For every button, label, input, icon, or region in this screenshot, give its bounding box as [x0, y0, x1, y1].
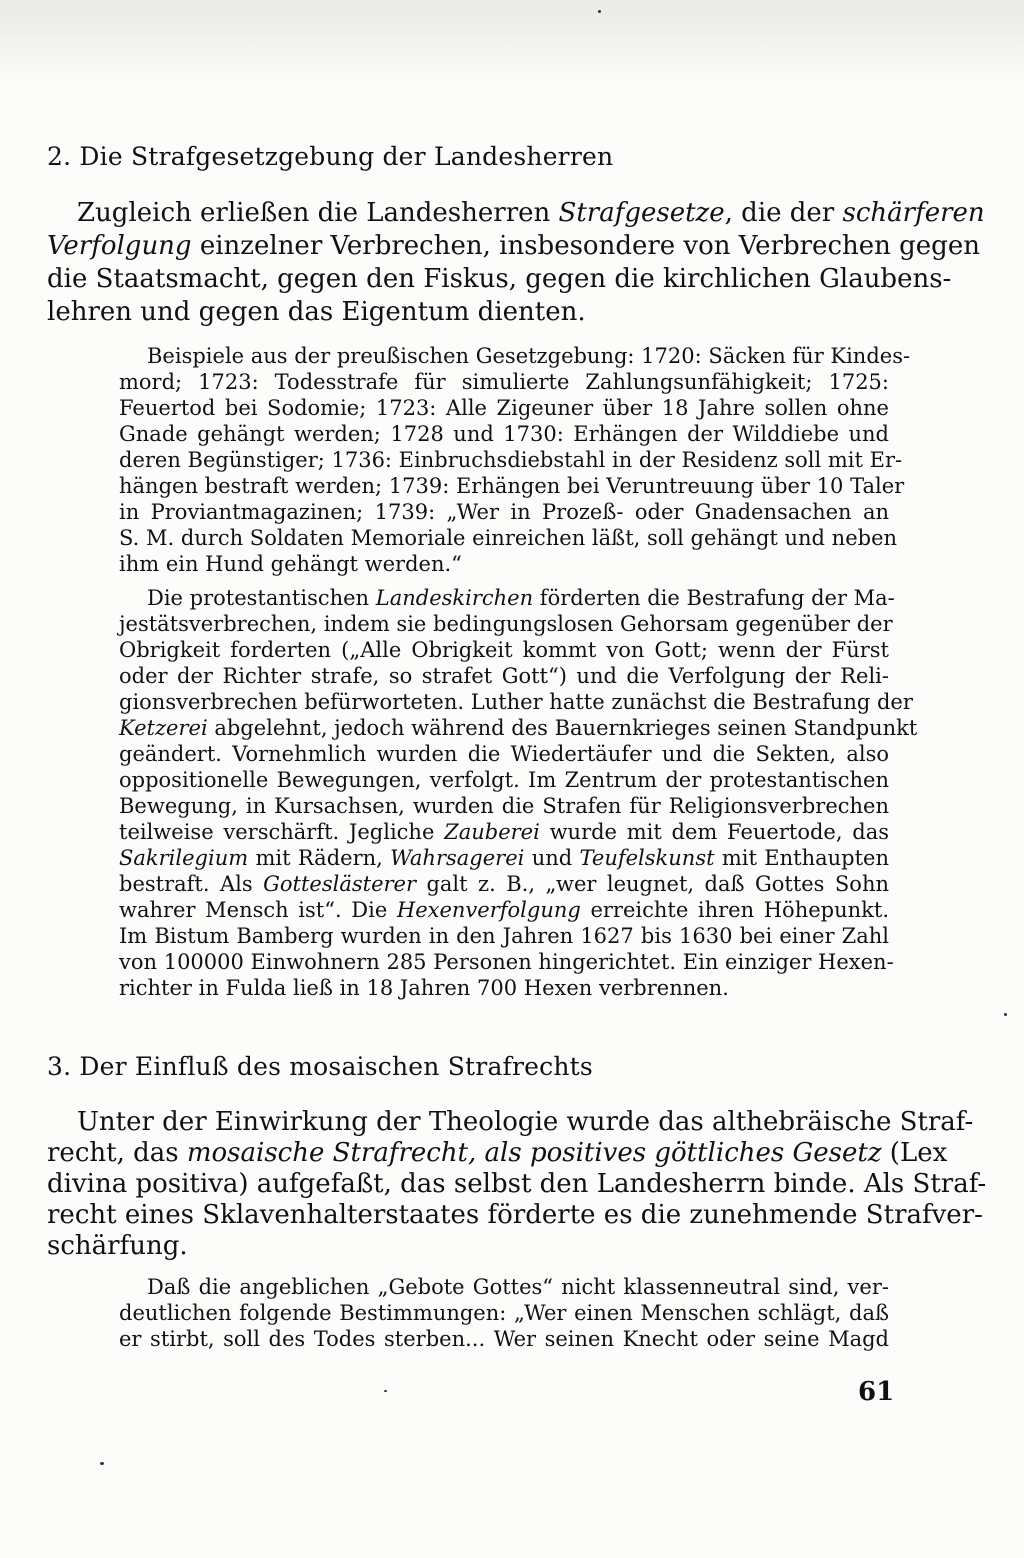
note-line: in Proviantmagazinen; 1739: „Wer in Prozeß- oder Gnadensachen an	[119, 500, 889, 524]
note-line: mord; 1723: Todesstrafe für simulierte Zahlungsunfähigkeit; 1725:	[119, 370, 889, 394]
body-line: recht, das mosaische Strafrecht, als positives göttliches Gesetz (Lex	[47, 1138, 948, 1168]
note-line: Obrigkeit forderten („Alle Obrigkeit kommt von Gott; wenn der Fürst	[119, 638, 889, 662]
note-line: jestätsverbrechen, indem sie bedingungslosen Gehorsam gegenüber der	[119, 612, 893, 636]
emphasis-term: mosaische Strafrecht, als positives göttliches Gesetz	[186, 1138, 882, 1168]
body-line: lehren und gegen das Eigentum dienten.	[47, 297, 586, 327]
emphasis-term: Landeskirchen	[375, 586, 534, 610]
note-line: wahrer Mensch ist“. Die Hexenverfolgung erreichte ihren Höhepunkt.	[119, 898, 889, 922]
note-line: ihm ein Hund gehängt werden.“	[119, 552, 462, 576]
emphasis-term: schärferen	[842, 198, 985, 228]
emphasis-term: Zauberei	[444, 820, 540, 844]
body-line: Zugleich erließen die Landesherren Strafgesetze, die der schärferen	[77, 198, 985, 228]
note-line: teilweise verschärft. Jegliche Zauberei wurde mit dem Feuertode, das	[119, 820, 889, 844]
note-line: deren Begünstiger; 1736: Einbruchsdiebstahl in der Residenz soll mit Er-	[119, 448, 903, 472]
note-line: Die protestantischen Landeskirchen förderten die Bestrafung der Ma-	[147, 586, 895, 610]
note-line: Gnade gehängt werden; 1728 und 1730: Erhängen der Wilddiebe und	[119, 422, 889, 446]
emphasis-term: Teufelskunst	[579, 846, 715, 870]
note-line: hängen bestraft werden; 1739: Erhängen bei Veruntreuung über 10 Taler	[119, 474, 905, 498]
note-line: Im Bistum Bamberg wurden in den Jahren 1627 bis 1630 bei einer Zahl	[119, 924, 889, 948]
page-number: 61	[858, 1377, 895, 1407]
scan-speck	[1004, 1013, 1007, 1016]
emphasis-term: Verfolgung	[47, 231, 192, 261]
emphasis-term: Sakrilegium	[119, 846, 249, 870]
note-line: bestraft. Als Gotteslästerer galt z. B., „wer leugnet, daß Gottes Sohn	[119, 872, 889, 896]
note-line: S. M. durch Soldaten Memoriale einreichen läßt, soll gehängt und neben	[119, 526, 898, 550]
scan-speck	[384, 1390, 387, 1392]
scan-speck	[598, 10, 601, 13]
body-line: die Staatsmacht, gegen den Fiskus, gegen die kirchlichen Glaubens-	[47, 264, 952, 294]
note-line: gionsverbrechen befürworteten. Luther hatte zunächst die Bestrafung der	[119, 690, 913, 714]
note-line: von 100000 Einwohnern 285 Personen hingerichtet. Ein einziger Hexen-	[119, 950, 894, 974]
emphasis-term: Strafgesetze	[558, 198, 725, 228]
note-line: Beispiele aus der preußischen Gesetzgebung: 1720: Säcken für Kindes-	[147, 344, 911, 368]
note-line: deutlichen folgende Bestimmungen: „Wer einen Menschen schlägt, daß	[119, 1301, 889, 1325]
emphasis-term: Hexenverfolgung	[396, 898, 581, 922]
body-line: Unter der Einwirkung der Theologie wurde das althebräische Straf-	[77, 1107, 974, 1137]
note-line: oder der Richter strafe, so strafet Gott“) und die Verfolgung der Reli-	[119, 664, 889, 688]
note-line: oppositionelle Bewegungen, verfolgt. Im Zentrum der protestantischen	[119, 768, 889, 792]
body-line: schärfung.	[47, 1231, 188, 1261]
emphasis-term: Gotteslästerer	[263, 872, 416, 896]
note-line: Ketzerei abgelehnt, jedoch während des Bauernkrieges seinen Standpunkt	[119, 716, 918, 740]
emphasis-term: Ketzerei	[119, 716, 208, 740]
body-line: divina positiva) aufgefaßt, das selbst den Landesherrn binde. Als Straf-	[47, 1169, 987, 1199]
scan-edge	[0, 0, 1024, 90]
section-heading: 2. Die Strafgesetzgebung der Landesherren	[47, 142, 614, 171]
note-line: Sakrilegium mit Rädern, Wahrsagerei und Teufelskunst mit Enthaupten	[119, 846, 889, 870]
note-line: richter in Fulda ließ in 18 Jahren 700 Hexen verbrennen.	[119, 976, 729, 1000]
note-line: Bewegung, in Kursachsen, wurden die Strafen für Religionsverbrechen	[119, 794, 889, 818]
emphasis-term: Wahrsagerei	[390, 846, 525, 870]
section-heading: 3. Der Einfluß des mosaischen Strafrechts	[47, 1052, 593, 1081]
body-line: Verfolgung einzelner Verbrechen, insbesondere von Verbrechen gegen	[47, 231, 980, 261]
scan-speck	[100, 1462, 104, 1465]
note-line: geändert. Vornehmlich wurden die Wiedertäufer und die Sekten, also	[119, 742, 889, 766]
body-line: recht eines Sklavenhalterstaates förderte es die zunehmende Strafver-	[47, 1200, 983, 1230]
note-line: Feuertod bei Sodomie; 1723: Alle Zigeuner über 18 Jahre sollen ohne	[119, 396, 889, 420]
note-line: Daß die angeblichen „Gebote Gottes“ nicht klassenneutral sind, ver-	[147, 1275, 889, 1299]
note-line: er stirbt, soll des Todes sterben... Wer seinen Knecht oder seine Magd	[119, 1327, 889, 1351]
